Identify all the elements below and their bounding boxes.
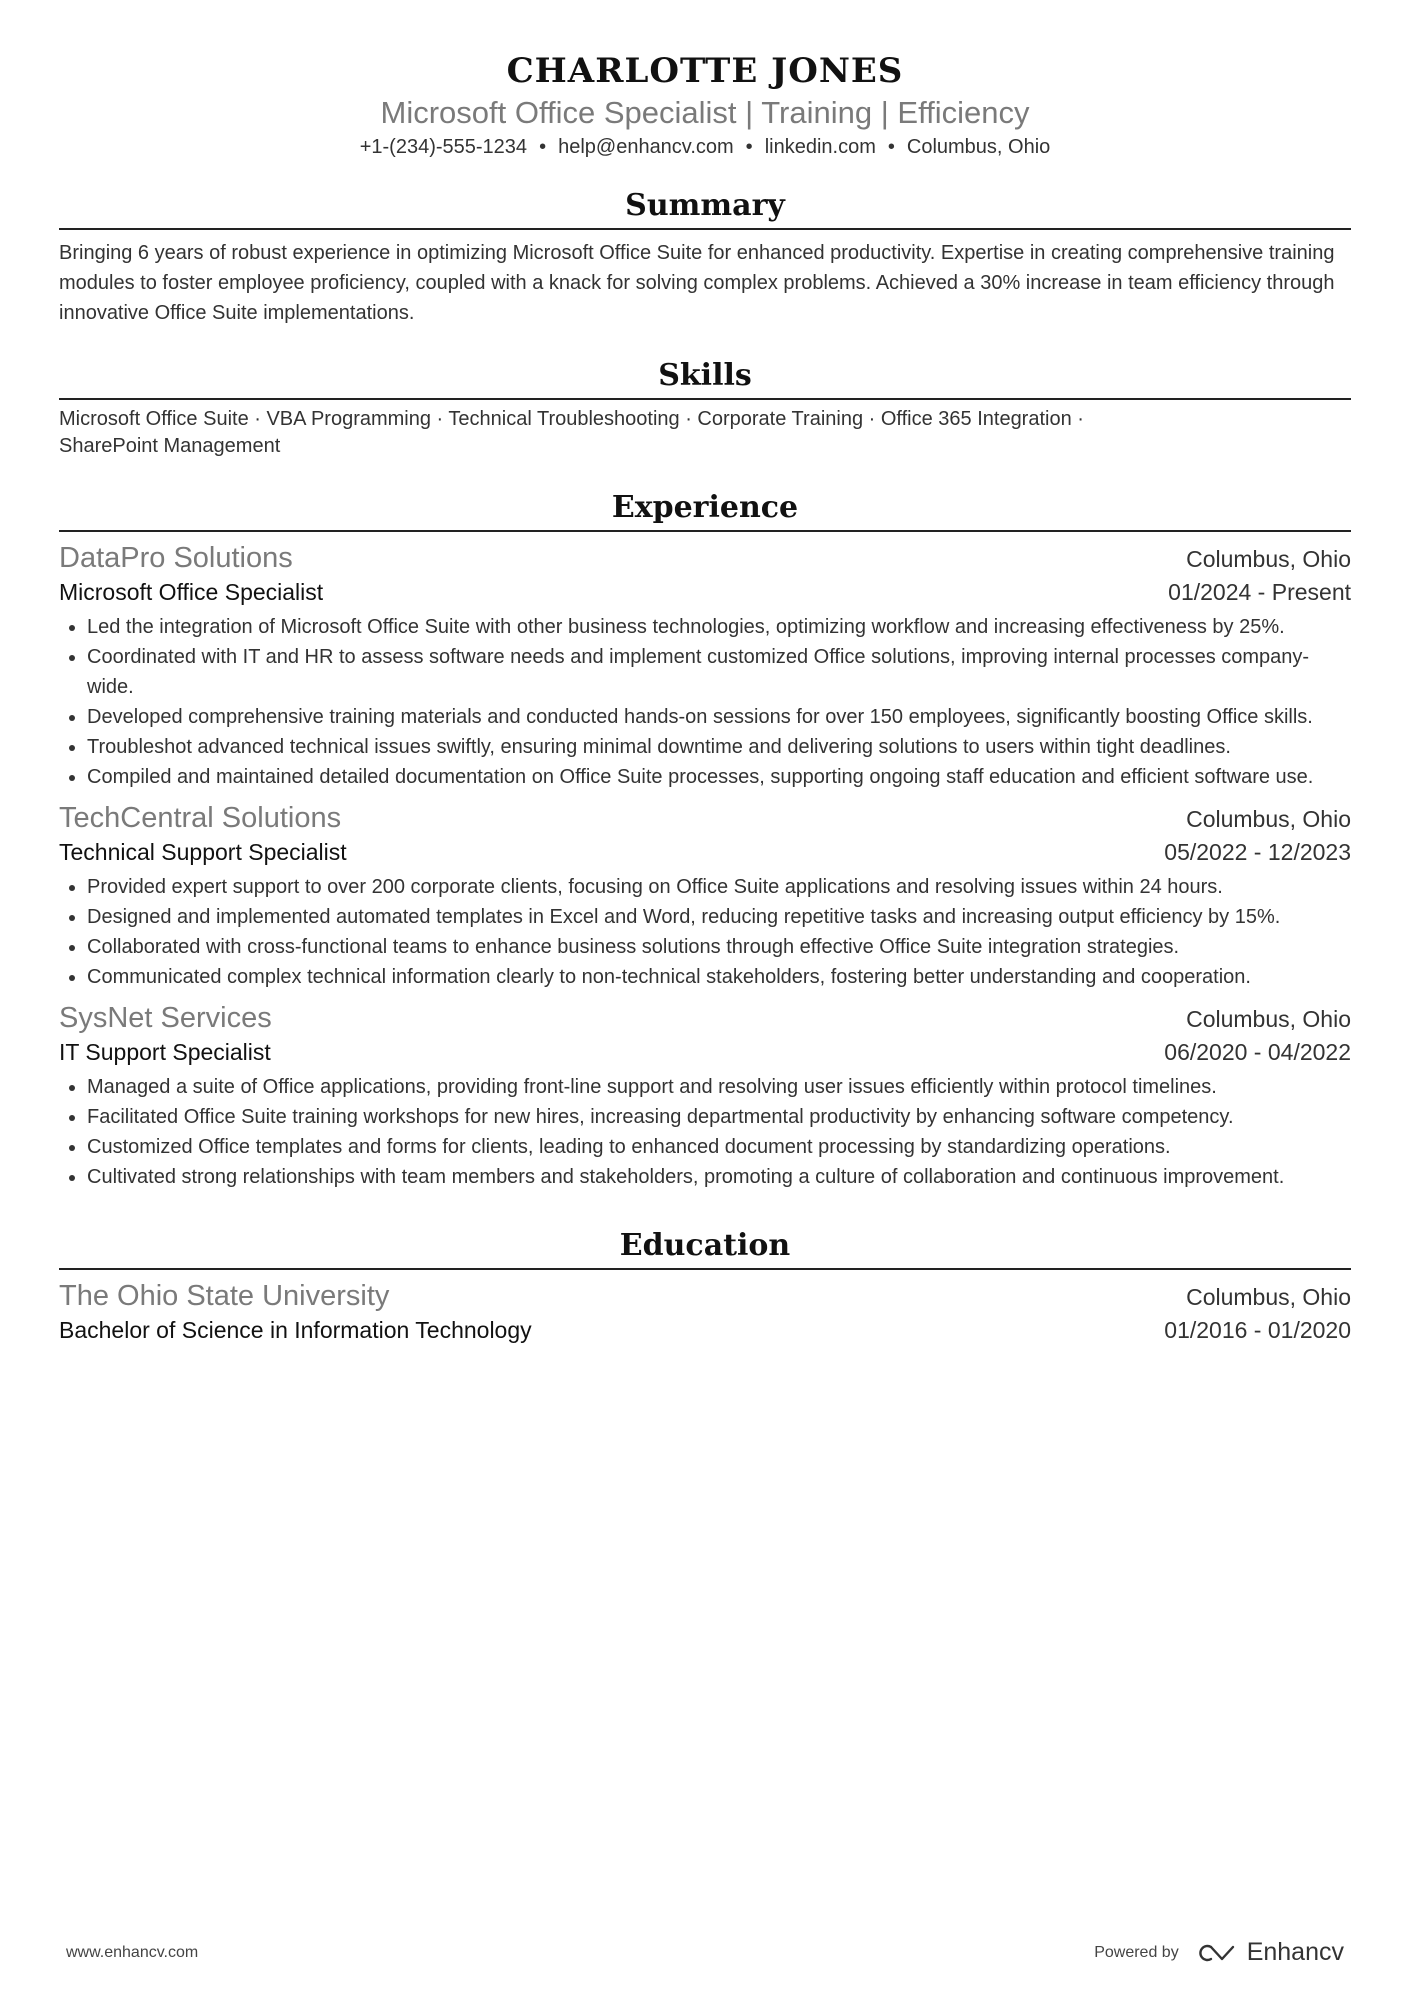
contact-line	[59, 134, 1351, 160]
contact-separator: •	[539, 136, 547, 158]
contact-separator: •	[887, 136, 895, 158]
summary-text: Bringing 6 years of robust experience in optimizing Microsoft Office Suite for enhanced productivity. Expertise in creating comprehensive training modules to foster employee proficiency, coupled with a knack for solving complex problems. Achieved a 30% increase in team efficiency through innovative Office Suite implementations.	[59, 242, 1335, 324]
resume-header	[59, 0, 1351, 160]
job-location: Columbus, Ohio	[1186, 1006, 1351, 1032]
bullet-item: • Customized Office templates and forms for clients, leading to enhanced document processing by standardizing operations.	[87, 1132, 1351, 1162]
job-dates: 05/2022 - 12/2023	[1164, 839, 1351, 865]
education-heading: Education	[59, 1226, 1351, 1270]
job-location: Columbus, Ohio	[1186, 806, 1351, 832]
company-name: SysNet Services	[59, 1002, 272, 1034]
footer-url-link[interactable]: www.enhancv.com	[66, 1943, 199, 1961]
job-bullets	[59, 1072, 1351, 1192]
company-name: DataPro Solutions	[59, 542, 293, 574]
candidate-headline: Microsoft Office Specialist | Training | Efficiency	[380, 95, 1030, 130]
bullet-item: • Cultivated strong relationships with team members and stakeholders, promoting a culture of collaboration and continuous improvement.	[87, 1162, 1351, 1192]
job-bullets	[59, 612, 1351, 792]
company-name: TechCentral Solutions	[59, 802, 342, 834]
skills-list	[59, 406, 1351, 460]
experience-entry	[59, 1000, 1351, 1192]
bullet-item: • Managed a suite of Office applications, providing front-line support and resolving user issues efficiently within protocol timelines.	[87, 1072, 1351, 1102]
education-entry	[59, 1278, 1351, 1346]
skills-line-1: Microsoft Office Suite · VBA Programming · Technical Troubleshooting · Corporate Training · Office 365 Integration ·	[59, 408, 1084, 430]
bullet-item: • Communicated complex technical information clearly to non-technical stakeholders, fostering better understanding and cooperation.	[87, 962, 1351, 992]
bullet-item: • Provided expert support to over 200 corporate clients, focusing on Office Suite applications and resolving issues within 24 hours.	[87, 872, 1351, 902]
job-dates: 06/2020 - 04/2022	[1164, 1039, 1351, 1065]
experience-entry	[59, 800, 1351, 992]
job-title: IT Support Specialist	[59, 1039, 271, 1065]
skills-line-2: SharePoint Management	[59, 435, 281, 457]
bullet-item: • Compiled and maintained detailed documentation on Office Suite processes, supporting ongoing staff education and efficient software use.	[87, 762, 1351, 792]
brand-logo[interactable]	[1195, 1938, 1344, 1967]
bullet-item: • Designed and implemented automated templates in Excel and Word, reducing repetitive tasks and increasing output efficiency by 15%.	[87, 902, 1351, 932]
degree-title: Bachelor of Science in Information Technology	[59, 1317, 532, 1343]
bullet-item: • Led the integration of Microsoft Office Suite with other business technologies, optimizing workflow and increasing effectiveness by 25%.	[87, 612, 1351, 642]
bullet-item: • Coordinated with IT and HR to assess software needs and implement customized Office solutions, improving internal processes company-wide.	[87, 642, 1351, 702]
powered-by-text: Powered by	[1094, 1943, 1179, 1961]
email-link[interactable]: help@enhancv.com	[558, 136, 734, 158]
bullet-item: • Troubleshot advanced technical issues swiftly, ensuring minimal downtime and delivering solutions to users within tight deadlines.	[87, 732, 1351, 762]
job-dates: 01/2024 - Present	[1168, 579, 1351, 605]
education-dates: 01/2016 - 01/2020	[1164, 1317, 1351, 1343]
skills-heading: Skills	[59, 356, 1351, 400]
location-text: Columbus, Ohio	[906, 136, 1051, 158]
experience-entry	[59, 540, 1351, 792]
summary-heading: Summary	[59, 186, 1351, 230]
job-title: Microsoft Office Specialist	[59, 579, 324, 605]
powered-by	[1094, 1938, 1344, 1967]
resume-page	[59, 0, 1351, 1346]
job-location: Columbus, Ohio	[1186, 546, 1351, 572]
phone-text: +1-(234)-555-1234	[359, 136, 528, 158]
school-name: The Ohio State University	[59, 1280, 390, 1312]
candidate-name: CHARLOTTE JONES	[506, 51, 904, 91]
experience-heading: Experience	[59, 488, 1351, 532]
job-title: Technical Support Specialist	[59, 839, 347, 865]
bullet-item: • Developed comprehensive training materials and conducted hands-on sessions for over 150 employees, significantly boosting Office skills.	[87, 702, 1351, 732]
linkedin-link[interactable]: linkedin.com	[764, 136, 876, 158]
enhancv-logo-icon	[1195, 1942, 1239, 1964]
school-location: Columbus, Ohio	[1186, 1284, 1351, 1310]
job-bullets	[59, 872, 1351, 992]
bullet-item: • Collaborated with cross-functional teams to enhance business solutions through effective Office Suite integration strategies.	[87, 932, 1351, 962]
contact-separator: •	[745, 136, 753, 158]
brand-name: Enhancv	[1246, 1938, 1344, 1966]
page-footer	[66, 1938, 1344, 1967]
bullet-item: • Facilitated Office Suite training workshops for new hires, increasing departmental productivity by enhancing software competency.	[87, 1102, 1351, 1132]
